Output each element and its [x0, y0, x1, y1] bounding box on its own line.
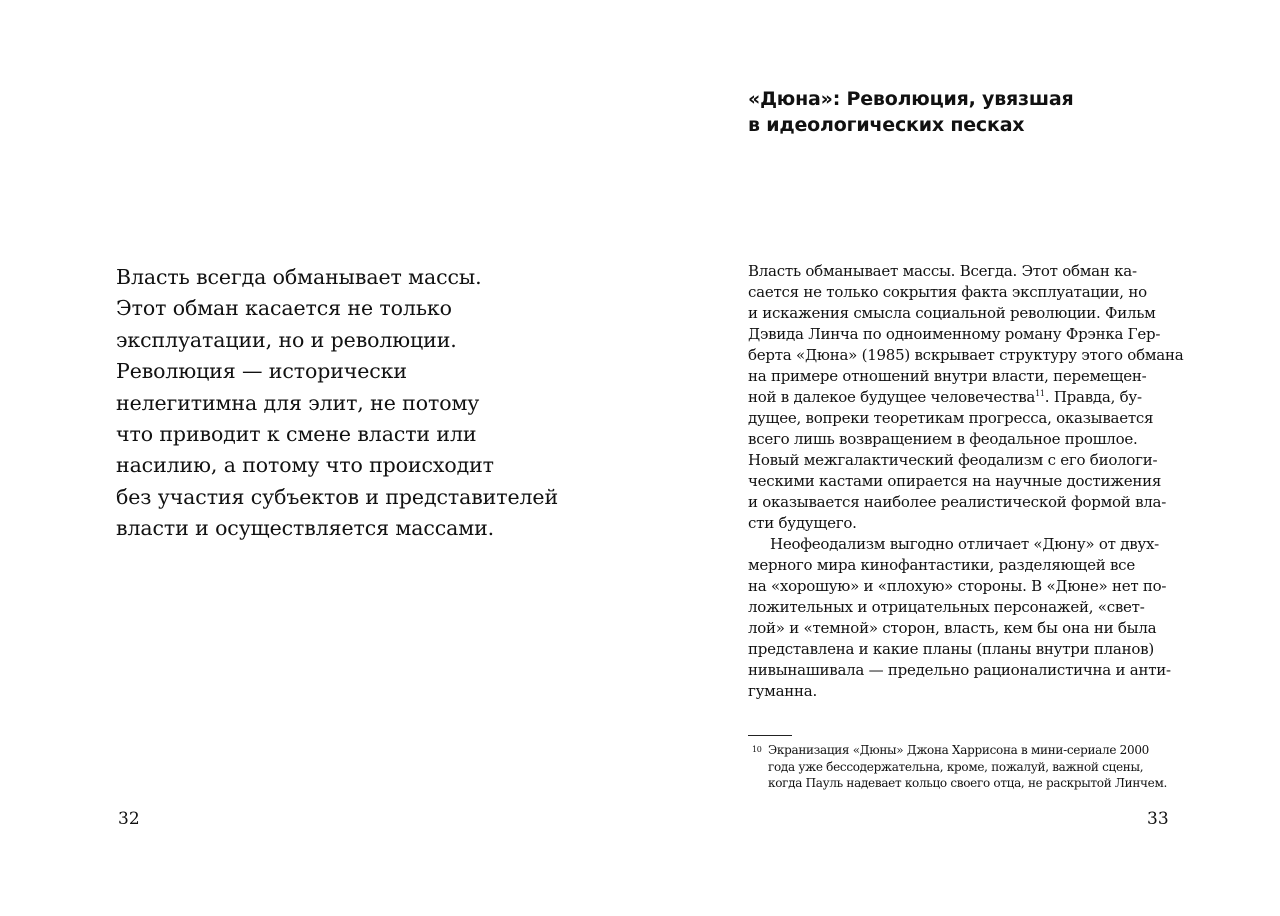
footnote-divider	[748, 735, 792, 736]
footnote-line: когда Пауль надевает кольцо своего отца, не раскрытой Линчем.	[768, 776, 1168, 790]
epigraph-line: Власть всегда обманывает массы.	[116, 265, 482, 289]
body-text	[748, 261, 1184, 702]
body-line: ложительных и отрицательных персонажей, «свет-	[748, 598, 1145, 616]
epigraph-line: что приводит к смене власти или	[116, 422, 477, 447]
body-line: ческими кастами опирается на научные достижения	[748, 472, 1162, 490]
body-line: и оказывается наиболее реалистической формой вла-	[748, 493, 1167, 511]
epigraph-line: власти и осуществляется массами.	[116, 516, 495, 541]
body-line-tail: . Правда, бу-	[1044, 388, 1142, 406]
body-line-with-footnote	[748, 387, 1168, 408]
body-line: Дэвида Линча по одноименному роману Фрэнка Гер-	[748, 325, 1161, 343]
body-line: представлена и какие планы (планы внутри планов)	[748, 640, 1154, 658]
epigraph-line: без участия субъектов и представителей	[116, 484, 559, 509]
footnote-line: года уже бессодержательна, кроме, пожалуй, важной сцены,	[768, 759, 1144, 774]
body-line: и искажения смысла социальной революции. Фильм	[748, 304, 1156, 322]
chapter-title	[748, 86, 1128, 138]
chapter-title-line: в идеологических песках	[748, 114, 1025, 136]
footnote-number: 10	[752, 745, 762, 754]
body-line-indented: Неофеодализм выгодно отличает «Дюну» от двух-	[770, 535, 1160, 553]
footnote	[748, 742, 1168, 792]
footnote-reference[interactable]: 11	[1035, 389, 1045, 398]
epigraph-line: Этот обман касается не только	[116, 296, 452, 321]
body-line: Власть обманывает массы. Всегда. Этот обман ка-	[748, 262, 1137, 280]
body-line: сти будущего.	[748, 514, 857, 532]
body-line: на примере отношений внутри власти, перемещен-	[748, 367, 1147, 385]
page-number-left: 32	[118, 809, 140, 829]
body-line: нивынашивала — предельно рационалистична и анти-	[748, 661, 1171, 679]
chapter-title-line: «Дюна»: Революция, увязшая	[748, 88, 1074, 110]
body-line: сается не только сокрытия факта эксплуатации, но	[748, 283, 1147, 301]
epigraph-line: эксплуатации, но и революции.	[116, 327, 457, 352]
body-line: мерного мира кинофантастики, разделяющей все	[748, 556, 1135, 574]
body-line-text: ной в далекое будущее человечества	[748, 388, 1036, 406]
body-line: лой» и «темной» сторон, власть, кем бы она ни была	[748, 619, 1157, 637]
epigraph-line: насилию, а потому что происходит	[116, 453, 494, 478]
body-line: дущее, вопреки теоретикам прогресса, оказывается	[748, 409, 1154, 427]
epigraph	[116, 262, 559, 545]
epigraph-line: Революция — исторически	[116, 359, 407, 384]
epigraph-line: нелегитимна для элит, не потому	[116, 390, 480, 415]
body-line: берта «Дюна» (1985) вскрывает структуру этого обмана	[748, 346, 1184, 364]
right-page	[640, 0, 1280, 916]
page-number-right: 33	[1147, 809, 1169, 829]
body-line: гуманна.	[748, 682, 818, 700]
body-line: всего лишь возвращением в феодальное прошлое.	[748, 430, 1138, 448]
body-line: на «хорошую» и «плохую» стороны. В «Дюне» нет по-	[748, 577, 1167, 595]
body-line: Новый межгалактический феодализм с его биологи-	[748, 451, 1158, 469]
footnote-line: Экранизация «Дюны» Джона Харрисона в мини-сериале 2000	[768, 743, 1150, 757]
